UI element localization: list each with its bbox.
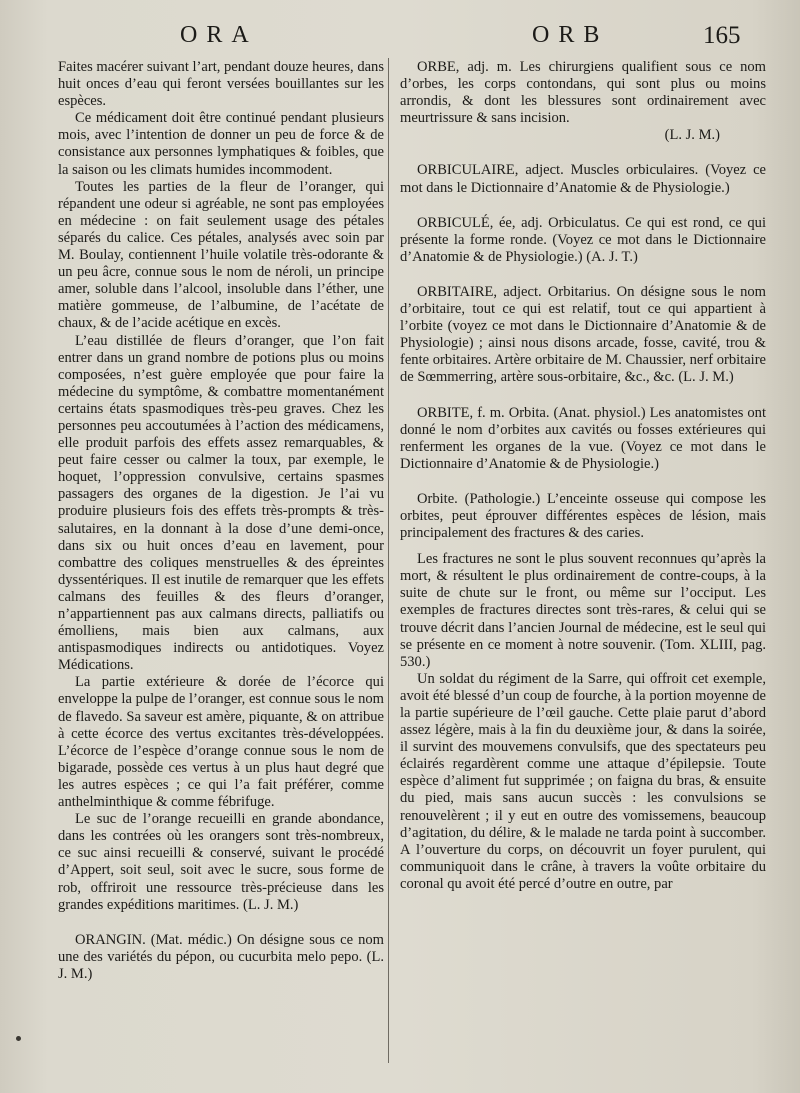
paragraph: Faites macérer suivant l’art, pendant douze heures, dans huit onces d’eau qui feront versées bouillantes sur les espèces.: [58, 59, 384, 110]
column-divider: [388, 58, 389, 1063]
paragraph: Toutes les parties de la fleur de l’oranger, qui répandent une odeur si agréable, ne sont pas employées en médecine : on fait seulement usage des pétales séparés du calice. Ces pétales, analysés avec soin par M. Boulay, contiennent l’huile volatile très-odorante & un peu âcre, connue sous le nom de néroli, un principe amer, soluble dans l’alcool, insoluble dans l’éther, une matière gommeuse, de l’albumine, de l’acétate de chaux, & de l’acide acétique en excès.: [58, 178, 384, 332]
header-left-word: ORA: [180, 22, 258, 48]
entry-orbiculaire: ORBICULAIRE, adject. Muscles orbiculaires. (Voyez ce mot dans le Dictionnaire d’Anatomie & de Physiologie.): [400, 162, 766, 196]
running-header: [0, 22, 800, 52]
entry-orbite-pathologie: Orbite. (Pathologie.) L’enceinte osseuse qui compose les orbites, peut éprouver différentes espèces de lésion, mais principalement des fractures & des caries.: [400, 490, 766, 542]
paragraph: Un soldat du régiment de la Sarre, qui offroit cet exemple, avoit été blessé d’un coup de fourche, à la portion moyenne de la partie supérieure de l’œil gauche. Cette plaie parut d’abord assez légère, mais à la fin du deuxième jour, & dans la soirée, il survint des mouvemens convulsifs, que des spectateurs peu éclairés regardèrent comme une attaque d’épilepsie. Toute espèce d’aliment fut supprimée ; on faigna du bras, & ensuite du pied, mais sans aucun succès : les convulsions se renouvelèrent ; il y eut en outre des vomissemens, beaucoup d’agitation, du délire, & le malade ne tarda point à succomber. A l’ouverture du corps, on découvrit un foyer purulent, qui communiquoit dans le crâne, à travers la voûte orbitaire du coronal qu avoit été percé d’outre en outre, par: [400, 670, 766, 892]
paragraph: Ce médicament doit être continué pendant plusieurs mois, avec l’intention de donner un peu de force & de consistance aux personnes lymphatiques & foibles, que la saison ou les climats humides incommodent.: [58, 110, 384, 178]
right-column: [400, 59, 766, 893]
ink-spot: [16, 1036, 21, 1041]
entry-orbitaire: ORBITAIRE, adject. Orbitarius. On désigne sous le nom d’orbitaire, tout ce qui est relatif, tout ce qui appartient à l’orbite (voyez ce mot dans le Dictionnaire d’Anatomie & de Physiologie) ; ainsi nous disons arcade, fosse, cavité, trou & fente orbitaires. Artère orbitaire de M. Chaussier, nerf orbitaire de Sœmmerring, artère sous-orbitaire, &c., &c. (L. J. M.): [400, 283, 766, 386]
paragraph: Les fractures ne sont le plus souvent reconnues qu’après la mort, & résultent le plus ordinairement de contre-coups, à la suite de chute sur le front, ou même sur l’occiput. Les exemples de fractures directes sont très-rares, & celui qui se trouve décrit dans l’ancien Journal de médecine, est le seul qui se présente en ce moment à notre souvenir. (Tom. XLIII, pag. 530.): [400, 551, 766, 670]
header-right-word: ORB: [532, 22, 609, 48]
entry-orbicule: ORBICULÉ, ée, adj. Orbiculatus. Ce qui est rond, ce qui présente la forme ronde. (Voyez ce mot dans le Dictionnaire d’Anatomie & de Physiologie.) (A. J. T.): [400, 214, 766, 265]
entry-orbe: ORBE, adj. m. Les chirurgiens qualifient sous ce nom d’orbes, les corps contondans, qui sont plus ou moins arrondis, & dont les blessures sont ordinairement avec meurtrissure & sans incision.: [400, 59, 766, 127]
entry-orbite: ORBITE, f. m. Orbita. (Anat. physiol.) Les anatomistes ont donné le nom d’orbites aux cavités ou fosses extérieures qui renferment les organes de la vue. (Voyez ce mot dans le Dictionnaire d’Anatomie & de Physiologie.): [400, 404, 766, 472]
paragraph: Le suc de l’orange recueilli en grande abondance, dans les contrées où les orangers sont très-nombreux, ce suc ainsi recueilli & conservé, suivant le procédé d’Appert, soit seul, soit avec le sucre, sous forme de rob, offriroit une ressource très-précieuse dans les grandes expéditions maritimes. (L. J. M.): [58, 811, 384, 913]
left-column: [58, 59, 384, 983]
attribution: (L. J. M.): [664, 127, 720, 144]
paragraph: La partie extérieure & dorée de l’écorce qui enveloppe la pulpe de l’oranger, est connue sous le nom de flavedo. Sa saveur est amère, piquante, & on attribue à cette écorce des vertus excitantes très-développées. L’écorce de l’espèce d’orange connue sous le nom de bigarade, possède ces vertus à un plus haut degré que les autres espèces ; ce qui l’a fait préférer, comme anthelminthique & comme fébrifuge.: [58, 674, 384, 811]
page-number: 165: [703, 22, 741, 49]
entry-orangin: ORANGIN. (Mat. médic.) On désigne sous ce nom une des variétés du pépon, ou cucurbita melo pepo. (L. J. M.): [58, 931, 384, 982]
paragraph: L’eau distillée de fleurs d’oranger, que l’on fait entrer dans un grand nombre de potions plus ou moins composées, n’est guère employée que pour faire la médecine du symptôme, & combattre momentanément certains états spasmodiques très-peu graves. Chez les personnes peu accoutumées à l’action des médicamens, elle produit parfois des effets assez remarquables, & peut faire cesser ou calmer la toux, par exemple, le hoquet, l’oppression convulsive, certains spasmes passagers des organes de la digestion. Je l’ai vu produire plusieurs fois des effets très-prompts & très-salutaires, en la donnant à la dose d’une demi-once, dans six ou huit onces d’eau en lavement, pour combattre des coliques menstruelles & des épreintes dyssentériques. Il est inutile de remarquer que les effets calmans des feuilles & des fleurs d’oranger, n’appartiennent pas aux calmans directs, palliatifs ou émolliens, mais bien aux calmans, aux antispasmodiques indirects ou antidotiques. Voyez Médications.: [58, 332, 384, 674]
